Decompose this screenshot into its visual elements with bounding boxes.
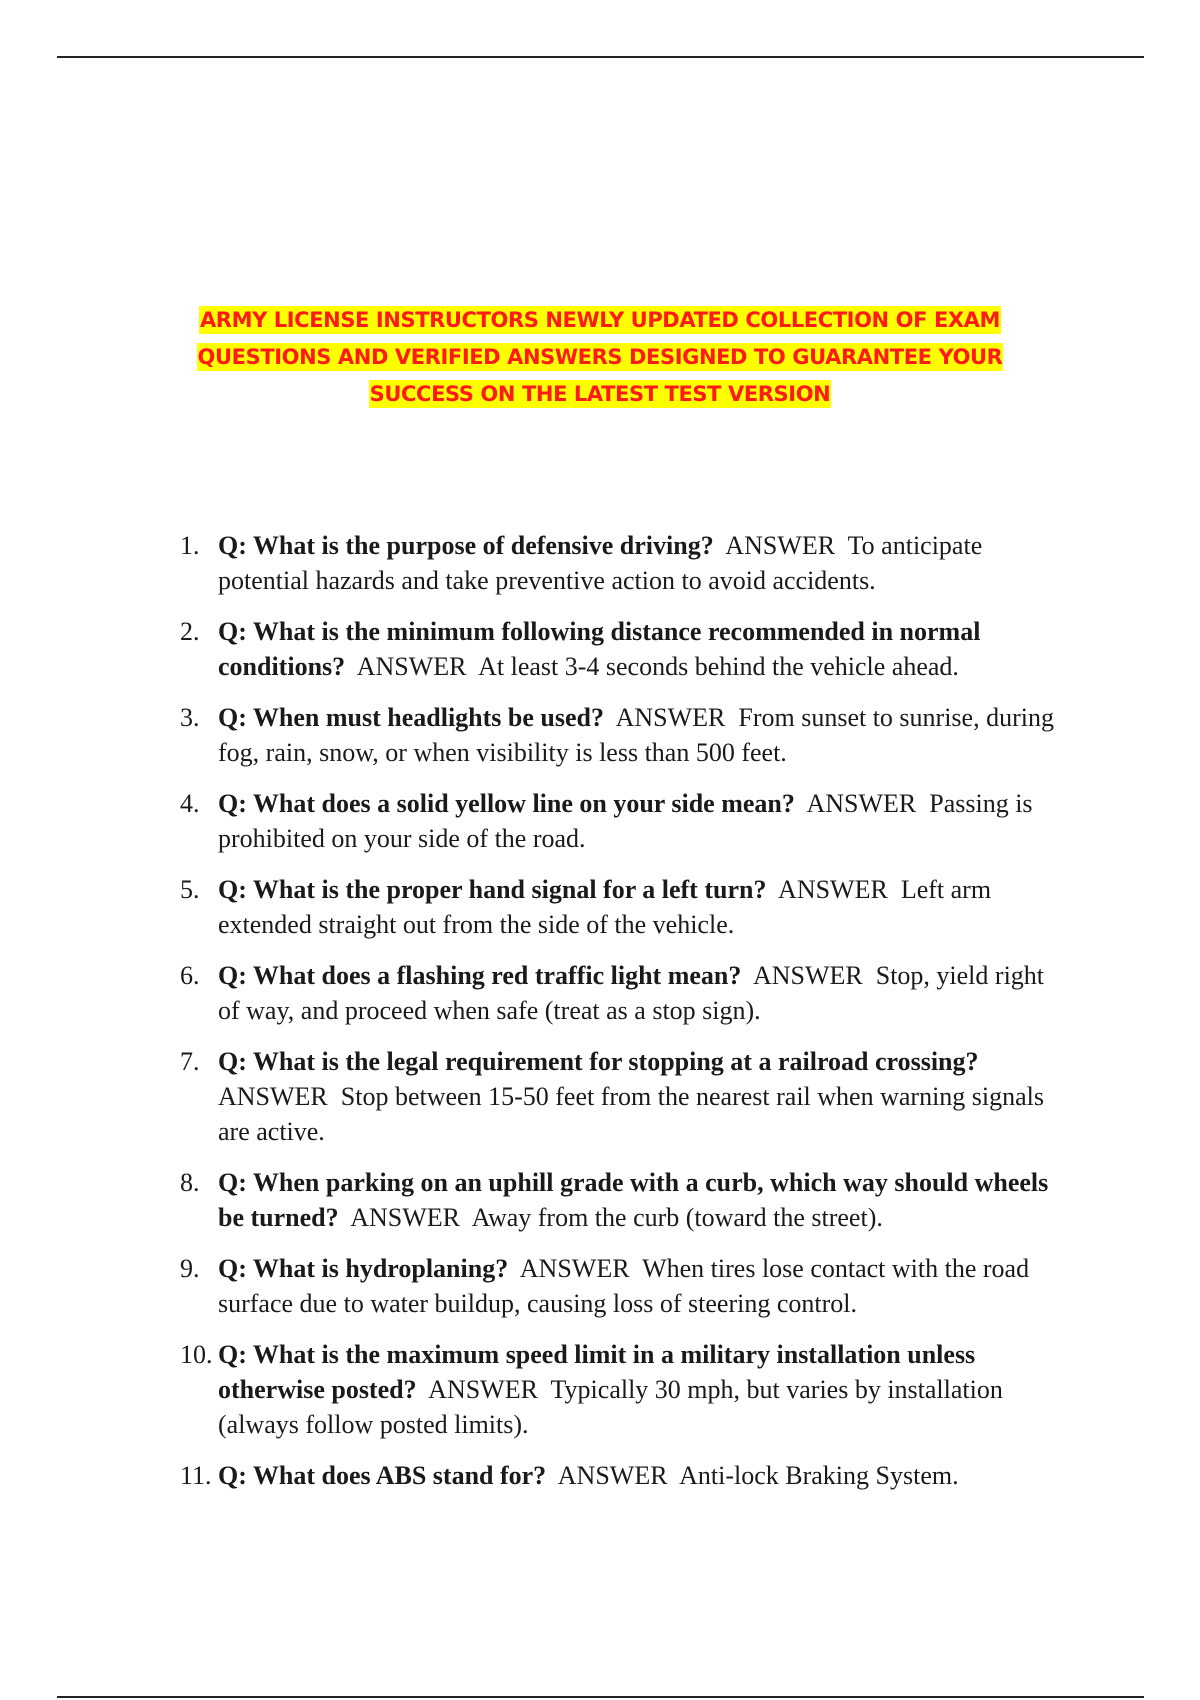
answer-text: Stop between 15-50 feet from the nearest rail when warning signals are active. (218, 1082, 1045, 1146)
qa-number: 8. (180, 1168, 200, 1197)
qa-number: 2. (180, 617, 200, 646)
answer-marker: ANSWER (557, 1461, 668, 1490)
qa-item (180, 1044, 1060, 1149)
question-text: Q: What does a flashing red traffic light mean? (218, 961, 742, 990)
qa-item (180, 1251, 1060, 1321)
question-text: Q: What is hydroplaning? (218, 1254, 509, 1283)
title-line-3: SUCCESS ON THE LATEST TEST VERSION (369, 382, 831, 406)
question-text: Q: When parking on an uphill grade with a curb, which way should wheels be turned? (218, 1168, 1049, 1232)
page-header-rule (57, 56, 1144, 58)
answer-text: Stop, yield right of way, and proceed when safe (treat as a stop sign). (218, 961, 1045, 1025)
qa-item (180, 1458, 1060, 1493)
qa-item (180, 528, 1060, 598)
answer-text: When tires lose contact with the road surface due to water buildup, causing loss of steering control. (218, 1254, 1030, 1318)
answer-text: Left arm extended straight out from the side of the vehicle. (218, 875, 992, 939)
question-text: Q: What does a solid yellow line on your side mean? (218, 789, 795, 818)
answer-text: To anticipate potential hazards and take preventive action to avoid accidents. (218, 531, 983, 595)
qa-item (180, 786, 1060, 856)
qa-number: 11. (180, 1461, 212, 1490)
question-answer-list (180, 528, 1060, 1509)
answer-text: Anti-lock Braking System. (679, 1461, 959, 1490)
answer-text: At least 3-4 seconds behind the vehicle ahead. (478, 652, 959, 681)
answer-marker: ANSWER (356, 652, 467, 681)
qa-number: 5. (180, 875, 200, 904)
qa-number: 6. (180, 961, 200, 990)
title-line-2: QUESTIONS AND VERIFIED ANSWERS DESIGNED TO GUARANTEE YOUR (197, 345, 1003, 369)
answer-marker: ANSWER (218, 1082, 328, 1111)
qa-item (180, 700, 1060, 770)
qa-item (180, 1165, 1060, 1235)
qa-number: 3. (180, 703, 200, 732)
answer-marker: ANSWER (428, 1375, 538, 1404)
qa-number: 1. (180, 531, 200, 560)
answer-marker: ANSWER (519, 1254, 630, 1283)
question-text: Q: What does ABS stand for? (218, 1461, 547, 1490)
question-text: Q: When must headlights be used? (218, 703, 604, 732)
answer-text: From sunset to sunrise, during fog, rain, snow, or when visibility is less than 500 feet. (218, 703, 1054, 767)
answer-text: Away from the curb (toward the street). (471, 1203, 883, 1232)
qa-item (180, 614, 1060, 684)
question-text: Q: What is the maximum speed limit in a military installation unless otherwise posted? (218, 1340, 976, 1404)
qa-item (180, 1337, 1060, 1442)
qa-number: 7. (180, 1047, 200, 1076)
answer-marker: ANSWER (778, 875, 888, 904)
question-text: Q: What is the purpose of defensive driving? (218, 531, 714, 560)
answer-marker: ANSWER (615, 703, 726, 732)
document-title (150, 302, 1050, 413)
qa-item (180, 958, 1060, 1028)
answer-marker: ANSWER (350, 1203, 460, 1232)
question-text: Q: What is the minimum following distance recommended in normal conditions? (218, 617, 981, 681)
qa-number: 4. (180, 789, 200, 818)
answer-marker: ANSWER (725, 531, 836, 560)
answer-text: Passing is prohibited on your side of the road. (218, 789, 1033, 853)
answer-marker: ANSWER (806, 789, 917, 818)
qa-number: 10. (180, 1340, 213, 1369)
page-footer-rule (57, 1696, 1144, 1698)
answer-marker: ANSWER (752, 961, 863, 990)
qa-number: 9. (180, 1254, 200, 1283)
question-text: Q: What is the legal requirement for stopping at a railroad crossing? (218, 1047, 979, 1076)
title-line-1: ARMY LICENSE INSTRUCTORS NEWLY UPDATED COLLECTION OF EXAM (199, 308, 1001, 332)
qa-item (180, 872, 1060, 942)
answer-text: Typically 30 mph, but varies by installation (always follow posted limits). (218, 1375, 1003, 1439)
question-text: Q: What is the proper hand signal for a left turn? (218, 875, 767, 904)
